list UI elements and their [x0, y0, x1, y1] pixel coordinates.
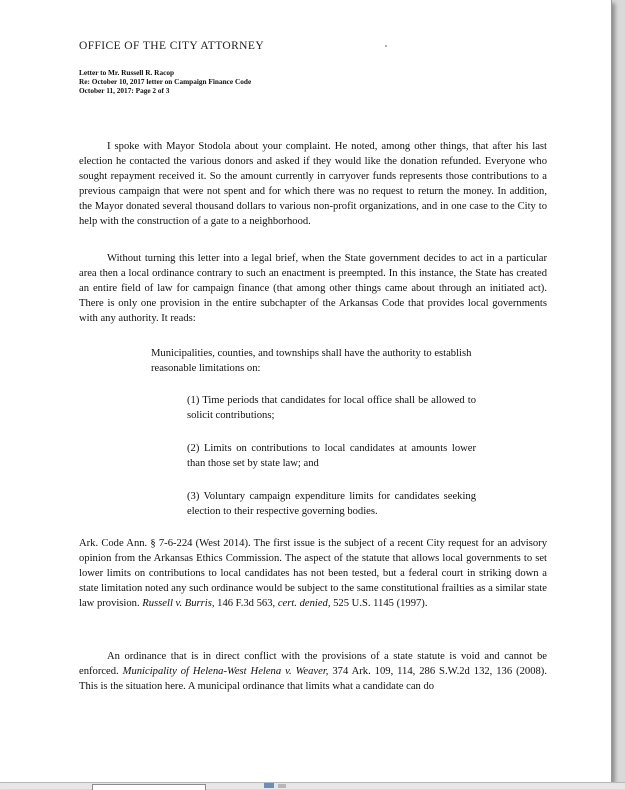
p3-citation-end: 525 U.S. 1145 (1997).: [333, 598, 428, 609]
case-russell-v-burris: Russell v. Burris,: [142, 598, 215, 609]
reference-subject: Re: October 10, 2017 letter on Campaign Finance Code: [79, 77, 252, 86]
p3-text: Ark. Code Ann. § 7-6-224 (West 2014). The first issue is the subject of a recent City request for an advisory opinion from the Arkansas Ethics Commission. The aspect of the statute that allows local governments to set lower limits on contributions to local candidates has not been tested, but a federal court in striking down a state limitation noted any such ordinance would be subject to the same constitutional frailties as a similar state law provision.: [79, 538, 547, 609]
letterhead-office: OFFICE OF THE CITY ATTORNEY: [79, 40, 265, 52]
viewer-zoom-icon[interactable]: [264, 783, 274, 788]
cert-denied: cert. denied,: [277, 598, 331, 609]
scan-speck: [385, 45, 387, 47]
statute-item-3: (3) Voluntary campaign expenditure limits for candidates seeking election to their respective governing bodies.: [187, 491, 476, 517]
statute-item-1: (1) Time periods that candidates for local office shall be allowed to solicit contributions;: [187, 395, 476, 421]
p4-text-end: 374 Ark. 109, 114, 286 S.W.2d 132, 136 (2008). This is the situation here. A municipal ordinance that limits what a candidate can do: [79, 666, 547, 692]
case-helena-v-weaver: Municipality of Helena-West Helena v. Weaver,: [122, 666, 329, 677]
paragraph-preemption: Without turning this letter into a legal brief, when the State government decides to act in a particular area then a local ordinance contrary to such an enactment is preempted. In this instance, the State has created an entire field of law for campaign finance (that among other things came about through an initiated act). There is only one provision in the entire subchapter of the Arkansas Code that provides local governments with any authority. It reads:: [79, 253, 547, 324]
p4-text: An ordinance that is in direct conflict with the provisions of a state statute is void and cannot be enforced.: [79, 651, 547, 677]
paragraph-statute-analysis: [79, 536, 547, 611]
reference-page: October 11, 2017: Page 2 of 3: [79, 86, 170, 95]
reference-recipient: Letter to Mr. Russell R. Racop: [79, 68, 175, 77]
statute-item-2: (2) Limits on contributions to local candidates at amounts lower than those set by state law; and: [187, 443, 476, 469]
viewer-page-input[interactable]: [92, 784, 206, 790]
p3-citation: 146 F.3d 563,: [217, 598, 276, 609]
statute-quote-intro: Municipalities, counties, and townships shall have the authority to establish reasonable limitations on:: [151, 348, 472, 374]
paragraph-mayor-response: I spoke with Mayor Stodola about your complaint. He noted, among other things, that after his last election he contacted the various donors and asked if they would like the donation refunded. Everyone who sought repayment received it. So the amount currently in carryover funds represents those contributions to a previous campaign that were not spent and for which there was no request to return the money. In addition, the Mayor donated several thousand dollars to various non-profit organizations, and in one case to the City to help with the construction of a gate to a neighborhood.: [79, 141, 547, 227]
paragraph-ordinance-conflict: [79, 649, 547, 694]
viewer-tool-icon[interactable]: [278, 784, 286, 788]
reference-block: [79, 68, 251, 95]
